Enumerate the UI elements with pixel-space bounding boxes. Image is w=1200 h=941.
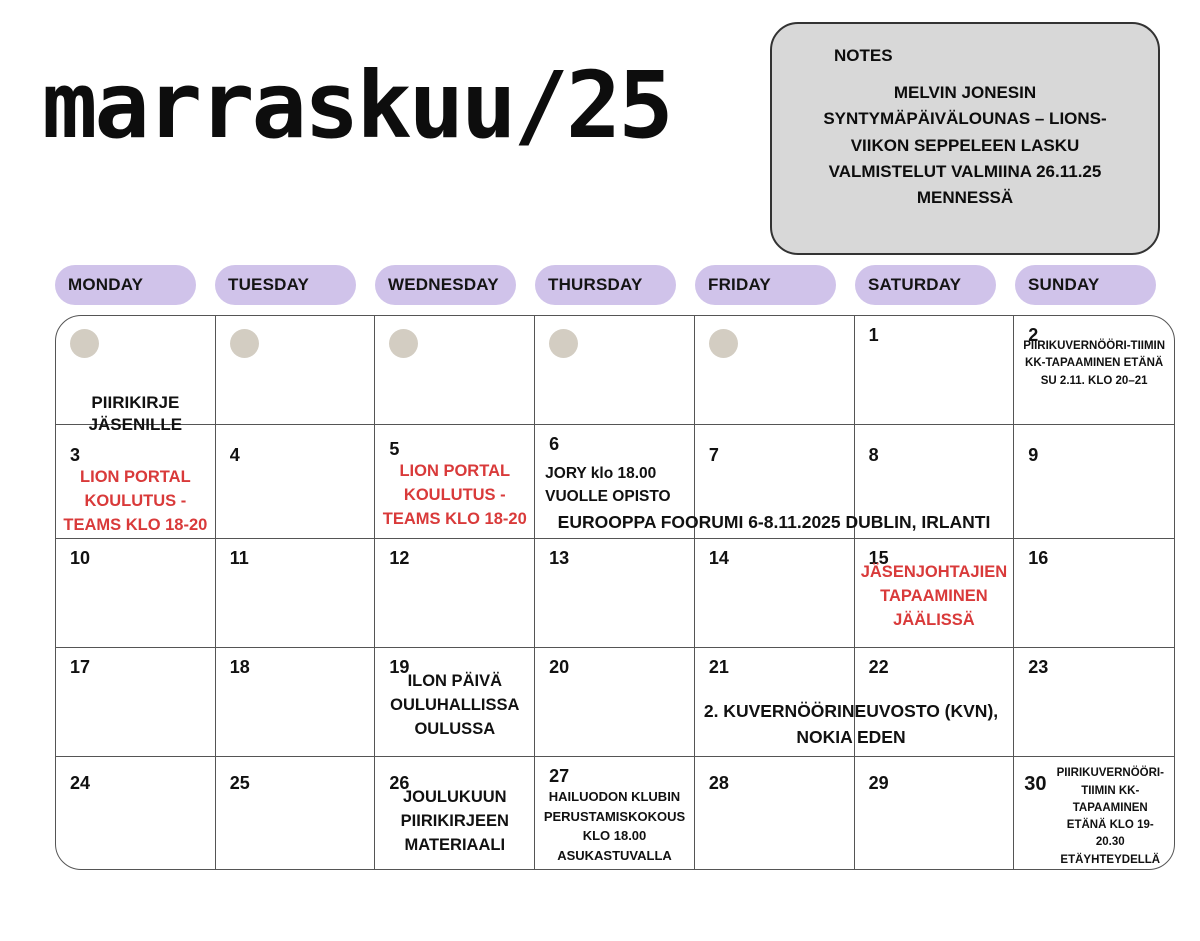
calendar-cell-20 [535,648,695,757]
calendar-cell-11 [216,539,376,648]
calendar-cell-30 [1014,757,1174,869]
calendar-cell-2 [1014,316,1174,425]
event-lion-portal-5: LION PORTAL KOULUTUS - TEAMS KLO 18-20 [382,462,527,529]
calendar-cell-13 [535,539,695,648]
day-number: 16 [1028,548,1049,568]
prev-month-dot [389,329,418,358]
calendar-cell-10 [56,539,216,648]
prev-month-dot [709,329,738,358]
day-number: 7 [708,445,719,466]
calendar-cell-27 [535,757,695,869]
day-number: 22 [868,657,889,678]
weekday-thursday: THURSDAY [535,265,676,305]
event-kuvernoorineuvosto-line2: NOKIA EDEN [796,727,906,748]
event-joulukuun-piirikirje: JOULUKUUN PIIRIKIRJEEN MATERIAALI [400,788,509,855]
day-number: 5 [389,439,400,460]
event-kuvernoorineuvosto-line1: 2. KUVERNÖÖRINEUVOSTO (KVN), [703,701,999,721]
calendar-cell-14 [695,539,855,648]
calendar-cell-17 [56,648,216,757]
day-number: 4 [229,445,240,466]
event-piirikirje-jasenille: PIIRIKIRJE JÄSENILLE [88,393,183,435]
calendar-cell-prev [695,316,855,425]
weekday-tuesday: TUESDAY [215,265,356,305]
calendar-cell-24 [56,757,216,869]
day-number: 10 [70,548,91,568]
calendar-cell-5 [375,425,535,539]
weekday-monday: MONDAY [55,265,196,305]
day-number: 9 [1028,445,1039,466]
day-number: 3 [70,445,81,466]
event-piirikuvernoori-kk-2: PIIRIKUVERNÖÖRI-TIIMIN KK-TAPAAMINEN ETÄNÄ SU 2.11. KLO 20–21 [1023,340,1166,387]
calendar-grid [55,315,1175,870]
event-hailuodon-klubi: HAILUODON KLUBIN PERUSTAMISKOKOUS KLO 18.00 ASUKASTUVALLA [543,789,686,863]
calendar-cell-prev [535,316,695,425]
event-eurooppa-foorumi: EUROOPPA FOORUMI 6-8.11.2025 DUBLIN, IRLANTI [557,512,991,532]
notes-body: MELVIN JONESIN SYNTYMÄPÄIVÄLOUNAS – LIONS-VIIKON SEPPELEEN LASKU VALMISTELUT VALMIINA 26.11.25 MENNESSÄ [823,83,1107,208]
weekday-header-row [55,265,1175,305]
event-jasenjohtajien: JÄSENJOHTAJIEN TAPAAMINEN JÄÄLISSÄ [860,563,1008,629]
day-number: 24 [70,773,91,794]
event-kuvernoorineuvosto [676,698,1026,751]
day-number: 18 [229,657,250,678]
weekday-friday: FRIDAY [695,265,836,305]
calendar-cell-29 [855,757,1015,869]
day-number: 12 [389,548,410,568]
day-number: 8 [868,445,879,466]
day-number: 15 [868,548,889,568]
weekday-sunday: SUNDAY [1015,265,1156,305]
day-number: 13 [549,548,570,568]
notes-box [770,22,1160,255]
calendar-cell-12 [375,539,535,648]
day-number: 6 [549,434,560,455]
weekday-wednesday: WEDNESDAY [375,265,516,305]
weekday-saturday: SATURDAY [855,265,996,305]
calendar-cell-15 [855,539,1015,648]
calendar-cell-19 [375,648,535,757]
page-title: marraskuu/25 [42,52,671,159]
prev-month-dot [230,329,259,358]
day-number: 28 [708,773,729,794]
prev-month-dot [70,329,99,358]
day-number: 29 [868,773,889,794]
calendar-cell-prev [216,316,376,425]
prev-month-dot [549,329,578,358]
calendar-cell-26 [375,757,535,869]
calendar-cell-3 [56,393,216,539]
day-number: 30 [1024,773,1047,796]
calendar-cell-25 [216,757,376,869]
day-number: 17 [70,657,91,678]
calendar-cell-16 [1014,539,1174,648]
day-number: 23 [1028,657,1049,678]
event-ilon-paiva: ILON PÄIVÄ OULUHALLISSA OULUSSA [390,672,520,739]
day-number: 1 [868,325,879,345]
day-number: 14 [708,548,729,568]
event-lion-portal-3: LION PORTAL KOULUTUS - TEAMS KLO 18-20 [63,468,208,535]
day-number: 2 [1028,325,1039,345]
calendar-cell-9 [1014,425,1174,539]
notes-heading: NOTES [834,46,893,65]
day-number: 25 [229,773,250,794]
calendar-cell-prev [375,316,535,425]
day-number: 26 [389,773,410,794]
calendar-cell-23 [1014,648,1174,757]
calendar-cell-18 [216,648,376,757]
calendar-cell-4 [216,425,376,539]
event-jory-vuolle: JORY klo 18.00 VUOLLE OPISTO [545,465,671,505]
day-number: 27 [549,766,570,787]
day-number: 20 [549,657,570,678]
calendar-cell-28 [695,757,855,869]
event-piirikuvernoori-kk-30: PIIRIKUVERNÖÖRI-TIIMIN KK-TAPAAMINEN ETÄNÄ KLO 19-20.30 ETÄYHTEYDELLÄ [1056,767,1164,866]
day-number: 21 [708,657,729,678]
calendar-cell-1 [855,316,1015,425]
day-number: 19 [389,657,410,678]
day-number: 11 [229,548,249,568]
